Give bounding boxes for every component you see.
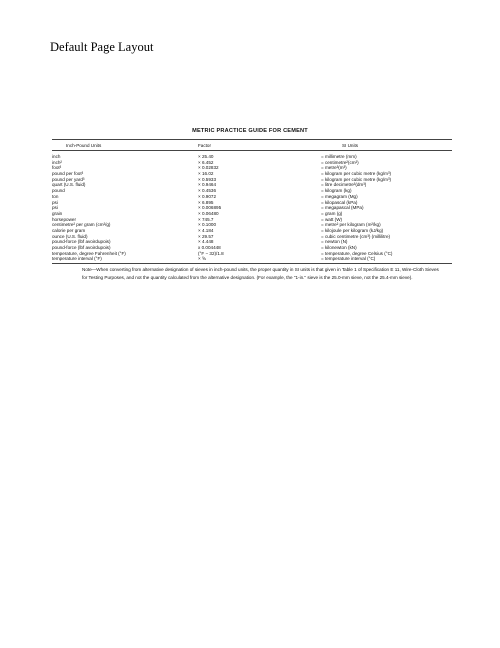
si-unit-cell: = kilogram per cubic metre (kg/m³)	[321, 171, 392, 177]
inch-pound-unit-cell: temperature, degree Fahrenheit (°F)	[52, 250, 126, 256]
factor-cell: × 745.7	[198, 216, 214, 222]
inch-pound-unit-cell: pound	[52, 188, 65, 194]
si-unit-cell: = kilopascal (kPa)	[321, 199, 358, 205]
factor-cell: × 6.895	[198, 199, 214, 205]
si-unit-cell: = metre² per kilogram (m²/kg)	[321, 222, 381, 228]
inch-pound-unit-cell: pound per foot³	[52, 171, 84, 177]
inch-pound-unit-cell: temperature interval (°F)	[52, 256, 102, 262]
factor-cell: (°F − 32)/1.8	[198, 250, 224, 256]
inch-pound-unit-cell: psi	[52, 199, 58, 205]
si-unit-cell: = temperature interval (°C)	[321, 256, 376, 262]
table-note: Note—When converting from alternative designation of sieves in inch-pound units, the proper quantity in SI units is that given in Table 1 of Specification E 11, Wire-Cloth Sieves for Testing Purposes, and not the quantity calculated from the alternative designation. (For example, the "1-in." sieve is the 25.0-mm sieve, not the 25.4-mm sieve).	[82, 267, 439, 280]
inch-pound-unit-cell: ounce (U.S. fluid)	[52, 233, 88, 239]
si-unit-cell: = newton (N)	[321, 239, 348, 245]
inch-pound-unit-cell: inch²	[52, 159, 62, 165]
table-bottom-rule	[52, 263, 452, 264]
factor-cell: × 29.57	[198, 233, 214, 239]
inch-pound-unit-cell: inch	[52, 154, 61, 159]
si-unit-cell: = megagram (Mg)	[321, 193, 358, 199]
si-unit-cell: = millimetre (mm)	[321, 154, 357, 159]
si-unit-cell: = kilogram (kg)	[321, 188, 352, 194]
factor-cell: × 0.1000	[198, 222, 217, 228]
inch-pound-unit-cell: pound per yard³	[52, 176, 85, 182]
si-unit-cell: = centimetre²(cm²)	[321, 159, 359, 165]
si-unit-cell: = megapascal (MPa)	[321, 205, 364, 211]
factor-cell: × 25.40	[198, 154, 214, 159]
table-title: METRIC PRACTICE GUIDE FOR CEMENT	[192, 128, 308, 134]
si-unit-cell: = watt (W)	[321, 216, 343, 222]
factor-cell: × 0.06480	[198, 210, 219, 216]
si-unit-cell: = temperature, degree Celsius (°C)	[321, 250, 393, 256]
si-unit-cell: = kilonewton (kN)	[321, 245, 357, 250]
inch-pound-unit-cell: centimetre² per gram (cm²/g)	[52, 222, 111, 228]
factor-cell: × 16.02	[198, 171, 214, 177]
factor-cell: × 6.452	[198, 159, 214, 165]
si-unit-cell: = metre³(m³)	[321, 165, 347, 171]
inch-pound-unit-cell: calorie per gram	[52, 227, 86, 233]
factor-cell: × 0.4536	[198, 188, 217, 194]
factor-cell: × 4.184	[198, 227, 214, 233]
factor-cell: x 0.004448	[198, 245, 221, 250]
factor-cell: × 0.02832	[198, 165, 219, 171]
factor-cell: × 0.006895	[198, 205, 222, 211]
si-unit-cell: = kilojoule per kilogram (kJ/kg)	[321, 227, 384, 233]
inch-pound-unit-cell: psi	[52, 205, 58, 211]
table-header-rule	[52, 150, 452, 151]
factor-cell: × ⅝	[198, 256, 206, 262]
si-unit-cell: = gram (g)	[321, 210, 343, 216]
factor-cell: × 0.9464	[198, 182, 217, 188]
inch-pound-unit-cell: pound-force (lbf avoirdupois)	[52, 239, 111, 245]
table-top-rule	[52, 139, 452, 140]
inch-pound-unit-cell: ton	[52, 193, 59, 199]
si-unit-cell: = kilogram per cubic metre (kg/m³)	[321, 176, 392, 182]
factor-cell: × 0.5933	[198, 176, 217, 182]
si-unit-cell: = cubic centimetre (cm³) (millilitre)	[321, 233, 391, 239]
inch-pound-unit-cell: pound-force (lbf avoirdupois)	[52, 245, 111, 250]
column-header-factor: Factor	[198, 143, 212, 148]
inch-pound-unit-cell: foot³	[52, 165, 62, 171]
table-row	[52, 256, 452, 262]
inch-pound-unit-cell: quart (U.S. fluid)	[52, 182, 86, 188]
factor-cell: × 4.448	[198, 239, 214, 245]
si-unit-cell: = litre decimetre³(dm³)	[321, 182, 367, 188]
inch-pound-unit-cell: grain	[52, 210, 63, 216]
inch-pound-unit-cell: horsepower	[52, 216, 77, 222]
factor-cell: × 0.9072	[198, 193, 217, 199]
page-heading: Default Page Layout	[50, 40, 154, 54]
column-header-si: SI Units	[342, 143, 359, 148]
conversion-table-body	[52, 154, 452, 262]
column-header-inch-pound: Inch-Pound Units	[66, 143, 102, 148]
